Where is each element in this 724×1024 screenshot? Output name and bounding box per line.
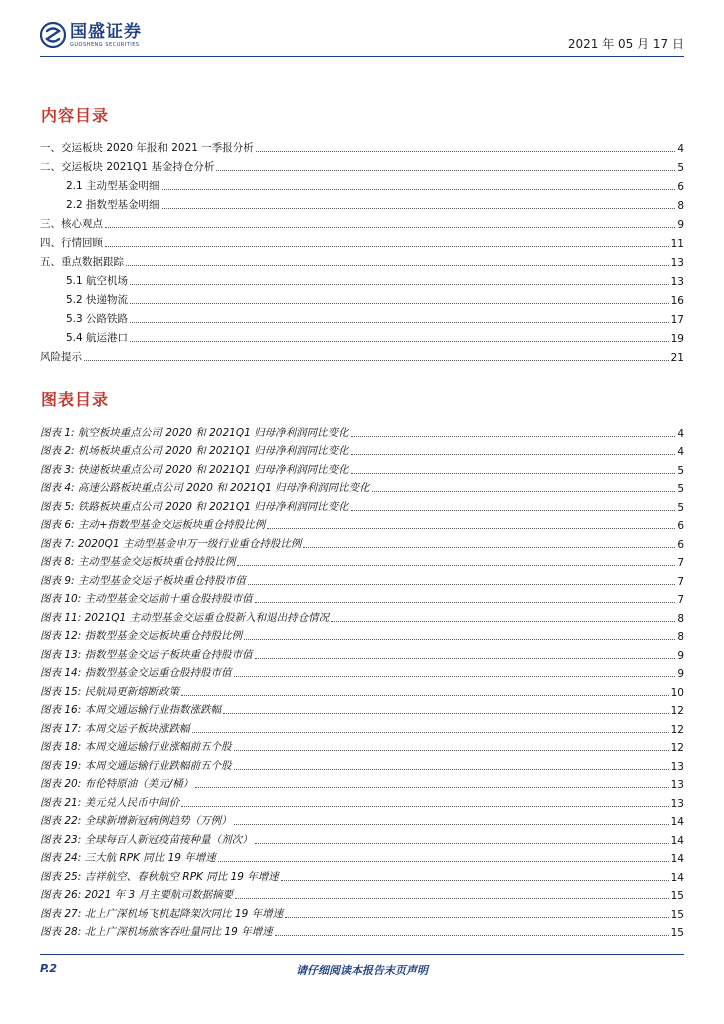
figure-entry[interactable] [40,865,684,884]
toc-entry-page: 17 [670,314,684,326]
figure-entry[interactable] [40,921,684,940]
figure-entry[interactable] [40,680,684,699]
dot-leader [235,897,669,899]
footer-divider [40,954,684,955]
figure-entry[interactable] [40,569,684,588]
toc-entry-page: 6 [677,181,684,193]
dot-leader [255,657,676,659]
page-header [40,22,684,56]
figure-entry-page: 15 [670,890,684,902]
toc-entry-page: 8 [677,200,684,212]
figure-entry-page: 14 [670,853,684,865]
dot-leader [234,768,669,770]
figure-entry-label: 图表 13: 指数型基金交运子板块重仓持股市值 [40,648,253,661]
figure-entry-label: 图表 26: 2021 年 3 月主要航司数据摘要 [40,889,233,901]
dot-leader [303,546,675,548]
toc-entry-label: 2.1 主动型基金明细 [66,180,160,192]
dot-leader [351,453,676,455]
figure-entry-label: 图表 23: 全球每百人新冠疫苗接种量（剂次） [40,833,253,846]
figure-entry-label: 图表 21: 美元兑人民币中间价 [40,796,180,809]
dot-leader [281,879,669,881]
figure-entry-label: 图表 25: 吉祥航空、春秋航空 RPK 同比 19 年增速 [40,870,279,883]
figure-entry[interactable] [40,532,684,551]
figure-entry-label: 图表 4: 高速公路板块重点公司 2020 和 2021Q1 归母净利润同比变化 [40,482,370,494]
figure-entry-page: 12 [670,742,684,754]
toc-entry-label: 三、核心观点 [40,218,103,230]
toc-entry[interactable] [40,269,684,288]
toc-entry[interactable] [40,155,684,174]
figure-entry[interactable] [40,495,684,514]
figure-entry[interactable] [40,847,684,866]
toc-entry-label: 5.4 航运港口 [66,332,129,344]
figure-entry-page: 4 [677,446,684,458]
toc-entry-label: 5.3 公路铁路 [66,313,129,325]
toc-entry-page: 13 [670,257,684,269]
dot-leader [105,226,675,228]
logo-text: 国盛证券 [70,22,142,42]
figure-entry-label: 图表 12: 指数型基金交运板块重仓持股比例 [40,630,243,642]
figure-entry-label: 图表 24: 三大航 RPK 同比 19 年增速 [40,852,216,864]
figure-entry[interactable] [40,791,684,810]
dot-leader [130,283,669,285]
toc-entry[interactable] [40,326,684,345]
figure-entry-label: 图表 22: 全球新增新冠病例趋势（万例） [40,815,232,827]
figure-entry-page: 10 [670,686,684,699]
figure-entry-page: 12 [670,723,684,736]
figure-entry[interactable] [40,440,684,459]
dot-leader [218,860,669,862]
dot-leader [162,188,676,190]
disclaimer-note: 请仔细阅读本报告末页声明 [296,964,428,977]
toc-entry-page: 9 [677,219,684,231]
figure-entry-label: 图表 9: 主动型基金交运子板块重仓持股市值 [40,574,246,587]
page-number: P.2 [40,962,58,975]
toc-title: 内容目录 [41,106,110,125]
figure-entry-page: 13 [670,760,684,773]
figure-entry[interactable] [40,458,684,477]
figure-entry[interactable] [40,773,684,792]
dot-leader [216,169,675,171]
dot-leader [234,675,676,677]
toc-entry-label: 二、交运板块 2021Q1 基金持仓分析 [40,161,215,173]
toc-entry-label: 5.2 快递物流 [66,294,129,306]
figures-title: 图表目录 [41,390,110,409]
figure-entry-page: 13 [670,779,684,791]
dot-leader [255,842,669,844]
figure-entry-label: 图表 16: 本周交通运输行业指数涨跌幅 [40,704,222,716]
dot-leader [234,749,669,751]
figure-entry[interactable] [40,884,684,903]
figure-entry-page: 5 [677,501,684,514]
toc-entry-label: 五、重点数据跟踪 [40,256,124,268]
dot-leader [351,435,676,437]
figure-entry-page: 6 [677,538,684,551]
figure-entry[interactable] [40,477,684,496]
toc-entry-page: 13 [670,276,684,288]
figure-entry-page: 4 [677,427,684,440]
figure-entry-label: 图表 3: 快递板块重点公司 2020 和 2021Q1 归母净利润同比变化 [40,463,349,476]
dot-leader [237,564,675,566]
toc-entry-label: 5.1 航空机场 [66,275,129,287]
guosheng-logo-icon [40,22,66,48]
figure-entry-label: 图表 28: 北上广深机场旅客吞吐量同比 19 年增速 [40,926,273,938]
dot-leader [162,207,676,209]
figure-entry-label: 图表 10: 主动型基金交运前十重仓股持股市值 [40,593,253,605]
dot-leader [192,731,669,733]
company-logo [40,22,142,48]
header-divider [40,56,684,57]
figure-entry[interactable] [40,717,684,736]
dot-leader [84,359,669,361]
toc-entry[interactable] [40,288,684,307]
figure-entry-label: 图表 6: 主动+指数型基金交运板块重仓持股比例 [40,519,266,531]
figure-entry-label: 图表 27: 北上广深机场飞机起降架次同比 19 年增速 [40,907,284,920]
figures-list [40,421,684,939]
figure-entry-page: 9 [677,668,684,680]
figure-entry-page: 5 [677,483,684,495]
dot-leader [181,694,669,696]
figure-entry-page: 13 [670,797,684,810]
dot-leader [105,245,669,247]
toc-entry-label: 风险提示 [40,351,82,363]
figure-entry-label: 图表 11: 2021Q1 主动型基金交运重仓股新入和退出持仓情况 [40,611,330,624]
figure-entry-page: 7 [677,575,684,588]
toc-entry-page: 16 [670,295,684,307]
dot-leader [351,509,676,511]
figure-entry-label: 图表 5: 铁路板块重点公司 2020 和 2021Q1 归母净利润同比变化 [40,500,349,513]
figure-entry[interactable] [40,625,684,644]
figure-entry[interactable] [40,736,684,755]
figure-entry-label: 图表 18: 本周交通运输行业涨幅前五个股 [40,741,232,753]
dot-leader [275,934,669,936]
dot-leader [126,264,669,266]
figure-entry-page: 7 [677,594,684,606]
figure-entry[interactable] [40,810,684,829]
figure-entry-label: 图表 1: 航空板块重点公司 2020 和 2021Q1 归母净利润同比变化 [40,426,349,439]
dot-leader [331,620,675,622]
figure-entry-page: 9 [677,649,684,662]
dot-leader [244,638,675,640]
figure-entry[interactable] [40,662,684,681]
figure-entry-label: 图表 2: 机场板块重点公司 2020 和 2021Q1 归母净利润同比变化 [40,445,349,457]
dot-leader [372,490,676,492]
toc-entry-page: 4 [677,143,684,155]
figure-entry[interactable] [40,643,684,662]
figure-entry-page: 12 [670,705,684,717]
dot-leader [256,150,676,152]
figure-entry-label: 图表 7: 2020Q1 主动型基金申万一级行业重仓持股比例 [40,537,302,550]
figure-entry-page: 15 [670,927,684,939]
dot-leader [195,786,669,788]
logo-subtext: GUOSHENG SECURITIES [70,42,140,48]
toc-entry[interactable] [40,307,684,326]
figure-entry-label: 图表 8: 主动型基金交运板块重仓持股比例 [40,556,236,568]
toc-entry[interactable] [40,345,684,364]
toc-entry[interactable] [40,250,684,269]
figure-entry-page: 8 [677,631,684,643]
dot-leader [267,527,675,529]
figure-entry-page: 14 [670,816,684,828]
figure-entry-page: 5 [677,464,684,477]
dot-leader [130,302,669,304]
figure-entry[interactable] [40,902,684,921]
figure-entry-page: 8 [677,612,684,625]
figure-entry[interactable] [40,699,684,718]
dot-leader [130,321,669,323]
figure-entry[interactable] [40,514,684,533]
figure-entry[interactable] [40,588,684,607]
dot-leader [130,340,669,342]
dot-leader [223,712,669,714]
figure-entry-page: 14 [670,834,684,847]
figure-entry-page: 14 [670,871,684,884]
dot-leader [351,472,676,474]
toc-entry[interactable] [40,136,684,155]
figure-entry[interactable] [40,551,684,570]
figure-entry-label: 图表 14: 指数型基金交运重仓股持股市值 [40,667,232,679]
toc-entry-label: 2.2 指数型基金明细 [66,199,160,211]
figure-entry-page: 15 [670,908,684,921]
figure-entry[interactable] [40,421,684,440]
toc-entry[interactable] [40,174,684,193]
figure-entry[interactable] [40,606,684,625]
report-date: 2021 年 05 月 17 日 [567,37,684,51]
dot-leader [181,805,669,807]
page-footer [40,958,684,978]
figure-entry-label: 图表 20: 布伦特原油（美元/桶） [40,778,194,790]
figure-entry-label: 图表 15: 民航局更新熔断政策 [40,685,180,698]
toc-entry-page: 21 [670,352,684,364]
figure-entry-label: 图表 17: 本周交运子板块涨跌幅 [40,722,190,735]
figure-entry[interactable] [40,754,684,773]
dot-leader [248,583,675,585]
toc-entry[interactable] [40,231,684,250]
dot-leader [285,916,669,918]
toc-entry[interactable] [40,212,684,231]
toc-entry-label: 四、行情回顾 [40,237,103,249]
toc-entry-page: 5 [677,162,684,174]
figure-entry[interactable] [40,828,684,847]
toc-entry-label: 一、交运板块 2020 年报和 2021 一季报分析 [40,142,254,154]
toc-list [40,136,684,364]
figure-entry-page: 7 [677,557,684,569]
figure-entry-page: 6 [677,520,684,532]
toc-entry-page: 19 [670,333,684,345]
dot-leader [234,823,669,825]
figure-entry-label: 图表 19: 本周交通运输行业跌幅前五个股 [40,759,232,772]
dot-leader [255,601,676,603]
toc-entry[interactable] [40,193,684,212]
toc-entry-page: 11 [670,238,684,250]
